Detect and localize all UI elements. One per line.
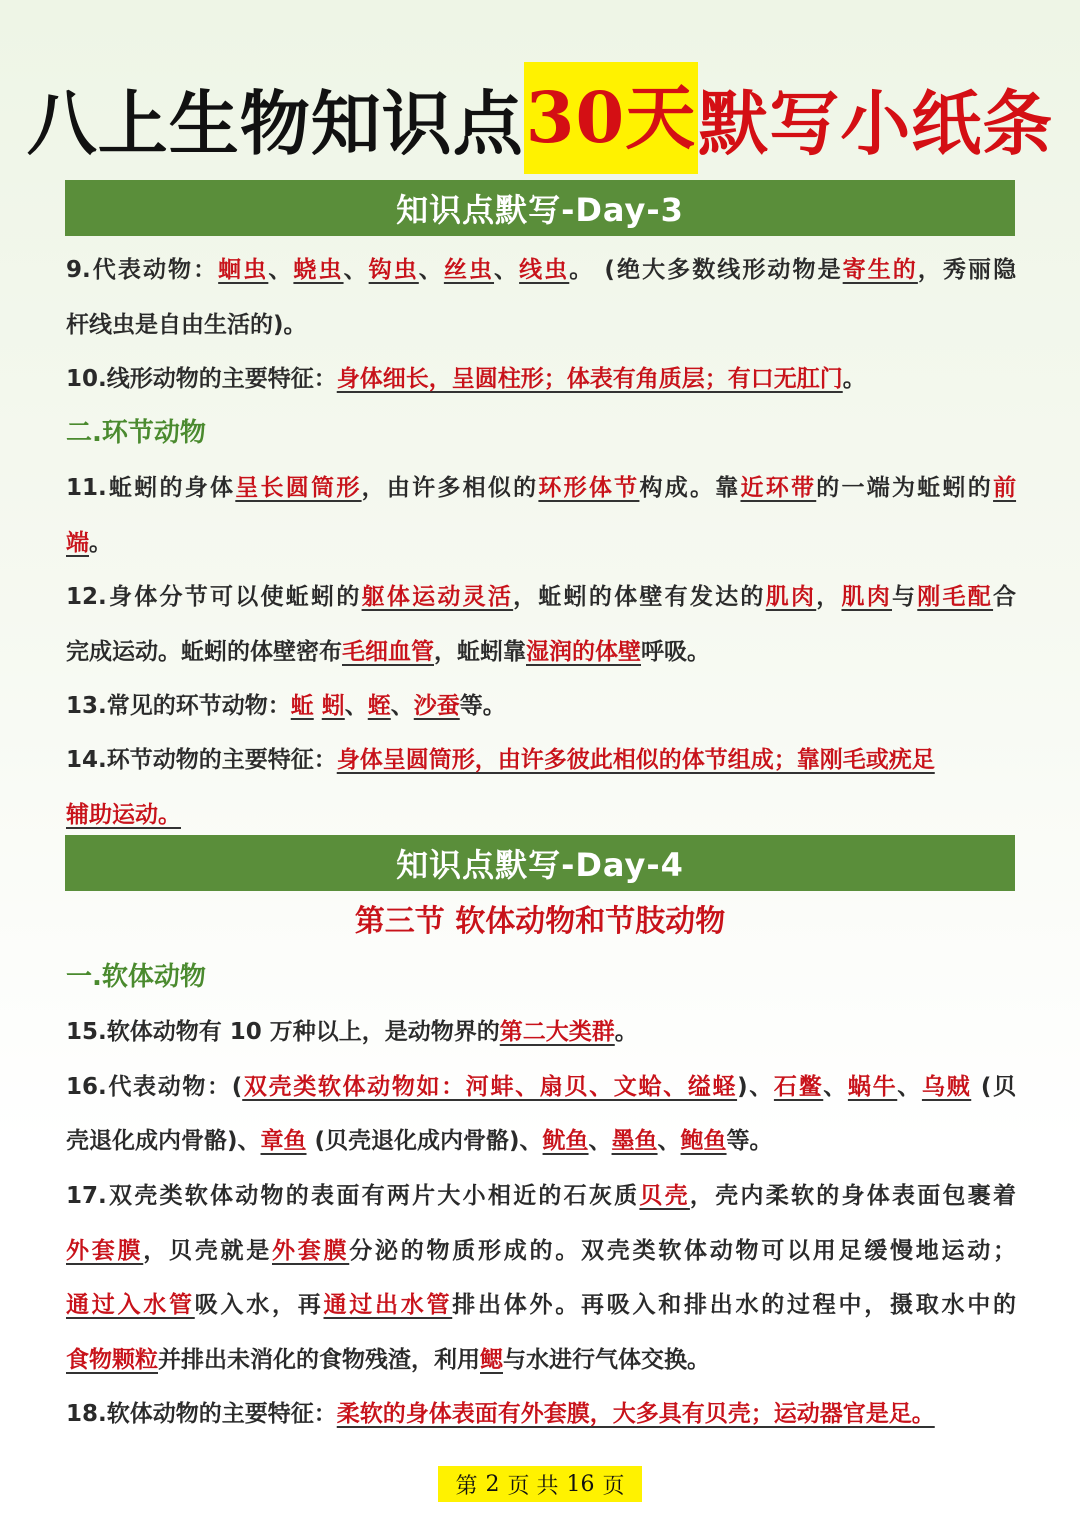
section-title: 第三节 软体动物和节肢动物 <box>354 904 726 939</box>
day4-banner: 知识点默写-Day-4 <box>65 835 1015 891</box>
title-highlight: 30天 <box>524 62 698 174</box>
item-17-line-2: 外套膜，贝壳就是外套膜分泌的物质形成的。双壳类软体动物可以用足缓慢地运动； <box>66 1238 1016 1264</box>
page-number: 第 2 页 共 16 页 <box>438 1466 642 1502</box>
item-17-line-4: 食物颗粒并排出未消化的食物残渣，利用鳃与水进行气体交换。 <box>66 1347 710 1373</box>
item-13: 13.常见的环节动物：蚯 蚓、蛭、沙蚕等。 <box>66 693 506 719</box>
item-12-line-1: 12.身体分节可以使蚯蚓的躯体运动灵活，蚯蚓的体壁有发达的肌肉，肌肉与刚毛配合 <box>66 584 1017 610</box>
item-14-line-1: 14.环节动物的主要特征：身体呈圆筒形，由许多彼此相似的体节组成；靠刚毛或疣足 <box>66 747 935 773</box>
heading-annelids: 二.环节动物 <box>66 418 206 448</box>
day3-banner: 知识点默写-Day-3 <box>65 180 1015 236</box>
item-16-line-2: 壳退化成内骨骼)、章鱼 (贝壳退化成内骨骼)、鱿鱼、墨鱼、鲍鱼等。 <box>66 1128 773 1154</box>
heading-mollusks: 一.软体动物 <box>66 962 206 992</box>
item-9-line-1: 9.代表动物：蛔虫、蛲虫、钩虫、丝虫、线虫。 (绝大多数线形动物是寄生的，秀丽隐 <box>66 257 1017 283</box>
item-14-line-2: 辅助运动。 <box>66 802 181 828</box>
item-15: 15.软体动物有 10 万种以上，是动物界的第二大类群。 <box>66 1019 638 1045</box>
item-10: 10.线形动物的主要特征：身体细长，呈圆柱形；体表有角质层；有口无肛门。 <box>66 366 866 392</box>
item-9-line-2: 杆线虫是自由生活的)。 <box>66 312 307 338</box>
item-12-line-2: 完成运动。蚯蚓的体壁密布毛细血管，蚯蚓靠湿润的体壁呼吸。 <box>66 639 710 665</box>
item-17-line-3: 通过入水管吸入水，再通过出水管排出体外。再吸入和排出水的过程中，摄取水中的 <box>66 1292 1016 1318</box>
item-18: 18.软体动物的主要特征：柔软的身体表面有外套膜，大多具有贝壳；运动器官是足。 <box>66 1401 935 1427</box>
item-17-line-1: 17.双壳类软体动物的表面有两片大小相近的石灰质贝壳，壳内柔软的身体表面包裹着 <box>66 1183 1017 1209</box>
item-11-line-1: 11.蚯蚓的身体呈长圆筒形，由许多相似的环形体节构成。靠近环带的一端为蚯蚓的前 <box>66 475 1017 501</box>
item-16-line-1: 16.代表动物：(双壳类软体动物如：河蚌、扇贝、文蛤、缢蛏)、石鳖、蜗牛、乌贼 (贝 <box>66 1074 1017 1100</box>
page-title: 八上生物知识点 30天 默写小纸条 <box>0 62 1080 174</box>
item-11-line-2: 端。 <box>66 530 112 556</box>
